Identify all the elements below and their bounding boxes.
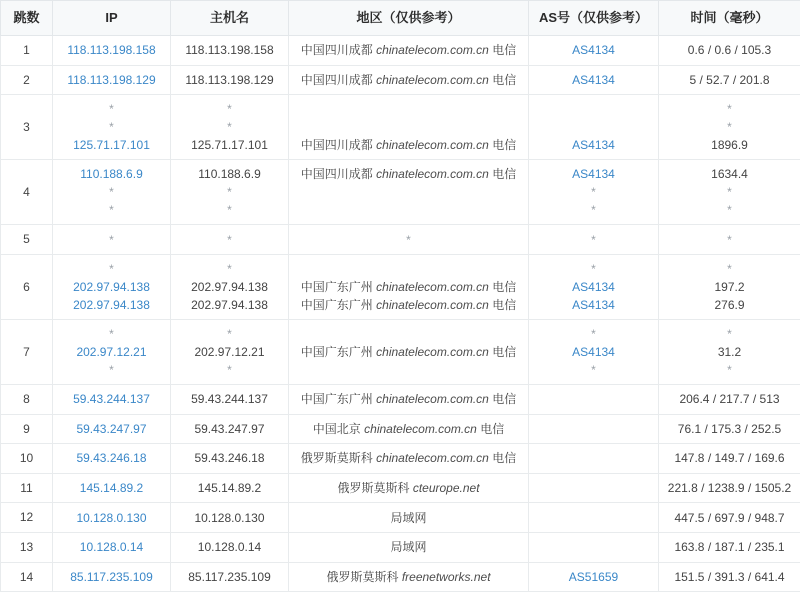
ip-cell[interactable] bbox=[53, 160, 171, 225]
time-cell bbox=[659, 503, 800, 533]
empty-line bbox=[293, 325, 524, 343]
value-line: 202.97.12.21 bbox=[175, 343, 284, 361]
empty-line bbox=[533, 118, 654, 136]
empty-line bbox=[293, 183, 524, 201]
geo-cell bbox=[289, 503, 529, 533]
geo-line: 中国四川成都 chinatelecom.com.cn 电信 bbox=[293, 41, 524, 59]
time-cell bbox=[659, 95, 800, 160]
column-header-asn: AS号（仅供参考） bbox=[529, 1, 659, 36]
asn-cell[interactable] bbox=[529, 95, 659, 160]
geo-line: 中国北京 chinatelecom.com.cn 电信 bbox=[293, 420, 524, 438]
column-header-ip: IP bbox=[53, 1, 171, 36]
hop-number: 1 bbox=[1, 36, 53, 66]
time-cell bbox=[659, 160, 800, 225]
table-row bbox=[1, 473, 800, 503]
ip-cell[interactable] bbox=[53, 65, 171, 95]
ip-cell[interactable] bbox=[53, 95, 171, 160]
timeout-marker: * bbox=[57, 201, 166, 219]
geo-line: 局域网 bbox=[293, 509, 524, 527]
geo-line: 中国广东广州 chinatelecom.com.cn 电信 bbox=[293, 390, 524, 408]
time-cell bbox=[659, 532, 800, 562]
hostname-cell bbox=[171, 562, 289, 592]
timeout-marker: * bbox=[663, 231, 796, 249]
geo-line: 俄罗斯莫斯科 chinatelecom.com.cn 电信 bbox=[293, 449, 524, 467]
value-line: 10.128.0.130 bbox=[175, 509, 284, 527]
empty-line bbox=[293, 118, 524, 136]
geo-line: 局域网 bbox=[293, 538, 524, 556]
domain-text: chinatelecom.com.cn bbox=[376, 73, 489, 87]
value-line: 163.8 / 187.1 / 235.1 bbox=[663, 538, 796, 556]
value-line bbox=[57, 278, 166, 296]
asn-link[interactable]: AS4134 bbox=[572, 345, 615, 359]
timeout-marker: * bbox=[175, 201, 284, 219]
hostname-cell bbox=[171, 384, 289, 414]
value-line: 85.117.235.109 bbox=[175, 568, 284, 586]
asn-cell[interactable] bbox=[529, 254, 659, 319]
timeout-marker: * bbox=[663, 100, 796, 118]
value-line bbox=[533, 296, 654, 314]
asn-link[interactable]: AS4134 bbox=[572, 43, 615, 57]
domain-text: chinatelecom.com.cn bbox=[376, 138, 489, 152]
ip-cell[interactable] bbox=[53, 225, 171, 255]
value-line bbox=[57, 449, 166, 467]
geo-cell bbox=[289, 473, 529, 503]
empty-line bbox=[533, 100, 654, 118]
value-line: 110.188.6.9 bbox=[175, 165, 284, 183]
asn-cell[interactable] bbox=[529, 36, 659, 66]
geo-cell bbox=[289, 319, 529, 384]
value-line bbox=[533, 71, 654, 89]
hostname-cell bbox=[171, 160, 289, 225]
table-row bbox=[1, 319, 800, 384]
timeout-marker: * bbox=[57, 100, 166, 118]
asn-cell[interactable] bbox=[529, 503, 659, 533]
value-line: 145.14.89.2 bbox=[175, 479, 284, 497]
hostname-cell bbox=[171, 36, 289, 66]
ip-link[interactable]: 59.43.244.137 bbox=[73, 392, 150, 406]
ip-cell[interactable] bbox=[53, 36, 171, 66]
value-line: 147.8 / 149.7 / 169.6 bbox=[663, 449, 796, 467]
ip-link[interactable]: 10.128.0.130 bbox=[76, 511, 146, 525]
value-line: 76.1 / 175.3 / 252.5 bbox=[663, 420, 796, 438]
hostname-cell bbox=[171, 473, 289, 503]
timeout-marker: * bbox=[175, 260, 284, 278]
asn-cell[interactable] bbox=[529, 384, 659, 414]
ip-link[interactable]: 59.43.246.18 bbox=[76, 451, 146, 465]
timeout-marker: * bbox=[663, 183, 796, 201]
value-line: 447.5 / 697.9 / 948.7 bbox=[663, 509, 796, 527]
geo-cell bbox=[289, 36, 529, 66]
hop-number: 5 bbox=[1, 225, 53, 255]
geo-line: 中国广东广州 chinatelecom.com.cn 电信 bbox=[293, 296, 524, 314]
empty-line bbox=[293, 361, 524, 379]
domain-text: cteurope.net bbox=[413, 481, 480, 495]
time-cell bbox=[659, 319, 800, 384]
asn-cell[interactable] bbox=[529, 319, 659, 384]
value-line: 118.113.198.129 bbox=[175, 71, 284, 89]
hop-number: 14 bbox=[1, 562, 53, 592]
column-header-hop: 跳数 bbox=[1, 1, 53, 36]
geo-cell bbox=[289, 444, 529, 474]
value-line bbox=[57, 568, 166, 586]
domain-text: freenetworks.net bbox=[402, 570, 491, 584]
hostname-cell bbox=[171, 503, 289, 533]
hop-number: 13 bbox=[1, 532, 53, 562]
geo-line: 中国四川成都 chinatelecom.com.cn 电信 bbox=[293, 165, 524, 183]
value-line bbox=[57, 509, 166, 527]
value-line: 125.71.17.101 bbox=[175, 136, 284, 154]
table-header-row bbox=[1, 1, 800, 36]
column-header-geo: 地区（仅供参考） bbox=[289, 1, 529, 36]
hop-number: 12 bbox=[1, 503, 53, 533]
asn-cell[interactable] bbox=[529, 473, 659, 503]
value-line bbox=[57, 420, 166, 438]
ip-link[interactable]: 110.188.6.9 bbox=[80, 167, 143, 181]
value-line bbox=[533, 41, 654, 59]
hostname-cell bbox=[171, 532, 289, 562]
value-line: 59.43.247.97 bbox=[175, 420, 284, 438]
hop-number: 7 bbox=[1, 319, 53, 384]
hostname-cell bbox=[171, 254, 289, 319]
ip-cell[interactable] bbox=[53, 503, 171, 533]
timeout-marker: * bbox=[533, 361, 654, 379]
empty-line bbox=[533, 449, 654, 467]
hop-number: 4 bbox=[1, 160, 53, 225]
geo-line: 俄罗斯莫斯科 freenetworks.net bbox=[293, 568, 524, 586]
value-line bbox=[533, 278, 654, 296]
geo-line: 中国广东广州 chinatelecom.com.cn 电信 bbox=[293, 343, 524, 361]
time-cell bbox=[659, 444, 800, 474]
hop-number: 11 bbox=[1, 473, 53, 503]
timeout-marker: * bbox=[533, 201, 654, 219]
value-line: 59.43.244.137 bbox=[175, 390, 284, 408]
domain-text: chinatelecom.com.cn bbox=[376, 451, 489, 465]
table-row bbox=[1, 36, 800, 66]
hostname-cell bbox=[171, 225, 289, 255]
value-line: 118.113.198.158 bbox=[175, 41, 284, 59]
ip-cell[interactable] bbox=[53, 384, 171, 414]
hostname-cell bbox=[171, 444, 289, 474]
value-line bbox=[57, 479, 166, 497]
table-header bbox=[1, 1, 800, 36]
geo-line: 俄罗斯莫斯科 cteurope.net bbox=[293, 479, 524, 497]
value-line: 5 / 52.7 / 201.8 bbox=[663, 71, 796, 89]
ip-link[interactable]: 202.97.94.138 bbox=[73, 298, 150, 312]
ip-link[interactable]: 118.113.198.129 bbox=[67, 73, 155, 87]
geo-cell bbox=[289, 384, 529, 414]
empty-line bbox=[293, 100, 524, 118]
domain-text: chinatelecom.com.cn bbox=[376, 280, 489, 294]
empty-line bbox=[533, 390, 654, 408]
table-row bbox=[1, 562, 800, 592]
value-line bbox=[533, 568, 654, 586]
ip-link[interactable]: 10.128.0.14 bbox=[80, 540, 143, 554]
table-row bbox=[1, 160, 800, 225]
time-cell bbox=[659, 473, 800, 503]
table-row bbox=[1, 414, 800, 444]
geo-cell bbox=[289, 414, 529, 444]
table-row bbox=[1, 444, 800, 474]
ip-cell[interactable] bbox=[53, 473, 171, 503]
timeout-marker: * bbox=[57, 325, 166, 343]
timeout-marker: * bbox=[663, 118, 796, 136]
ip-link[interactable]: 145.14.89.2 bbox=[80, 481, 143, 495]
value-line: 1896.9 bbox=[663, 136, 796, 154]
timeout-marker: * bbox=[663, 361, 796, 379]
ip-cell[interactable] bbox=[53, 254, 171, 319]
timeout-marker: * bbox=[293, 231, 524, 249]
empty-line bbox=[533, 420, 654, 438]
geo-cell bbox=[289, 562, 529, 592]
ip-cell[interactable] bbox=[53, 562, 171, 592]
value-line: 151.5 / 391.3 / 641.4 bbox=[663, 568, 796, 586]
value-line: 59.43.246.18 bbox=[175, 449, 284, 467]
domain-text: chinatelecom.com.cn bbox=[376, 392, 489, 406]
timeout-marker: * bbox=[175, 361, 284, 379]
empty-line bbox=[293, 201, 524, 219]
time-cell bbox=[659, 562, 800, 592]
timeout-marker: * bbox=[57, 118, 166, 136]
value-line bbox=[57, 296, 166, 314]
value-line: 276.9 bbox=[663, 296, 796, 314]
value-line: 1634.4 bbox=[663, 165, 796, 183]
value-line: 0.6 / 0.6 / 105.3 bbox=[663, 41, 796, 59]
value-line bbox=[57, 71, 166, 89]
hostname-cell bbox=[171, 65, 289, 95]
time-cell bbox=[659, 414, 800, 444]
timeout-marker: * bbox=[57, 183, 166, 201]
domain-text: chinatelecom.com.cn bbox=[376, 43, 489, 57]
timeout-marker: * bbox=[533, 325, 654, 343]
empty-line bbox=[533, 538, 654, 556]
table-row bbox=[1, 503, 800, 533]
value-line: 206.4 / 217.7 / 513 bbox=[663, 390, 796, 408]
ip-link[interactable]: 202.97.94.138 bbox=[73, 280, 150, 294]
table-body bbox=[1, 36, 800, 592]
timeout-marker: * bbox=[175, 118, 284, 136]
asn-cell[interactable] bbox=[529, 444, 659, 474]
ip-link[interactable]: 85.117.235.109 bbox=[70, 570, 153, 584]
value-line bbox=[57, 390, 166, 408]
empty-line bbox=[533, 479, 654, 497]
timeout-marker: * bbox=[57, 260, 166, 278]
timeout-marker: * bbox=[175, 183, 284, 201]
value-line: 197.2 bbox=[663, 278, 796, 296]
value-line: 202.97.94.138 bbox=[175, 296, 284, 314]
asn-link[interactable]: AS4134 bbox=[572, 73, 615, 87]
asn-link[interactable]: AS4134 bbox=[572, 167, 615, 181]
value-line bbox=[533, 165, 654, 183]
value-line: 202.97.94.138 bbox=[175, 278, 284, 296]
timeout-marker: * bbox=[533, 183, 654, 201]
geo-line: 中国四川成都 chinatelecom.com.cn 电信 bbox=[293, 136, 524, 154]
hop-number: 6 bbox=[1, 254, 53, 319]
timeout-marker: * bbox=[175, 231, 284, 249]
domain-text: chinatelecom.com.cn bbox=[376, 345, 489, 359]
value-line bbox=[57, 343, 166, 361]
timeout-marker: * bbox=[663, 325, 796, 343]
timeout-marker: * bbox=[533, 231, 654, 249]
geo-cell bbox=[289, 532, 529, 562]
timeout-marker: * bbox=[533, 260, 654, 278]
value-line bbox=[533, 343, 654, 361]
hop-number: 2 bbox=[1, 65, 53, 95]
time-cell bbox=[659, 36, 800, 66]
time-cell bbox=[659, 65, 800, 95]
asn-cell[interactable] bbox=[529, 160, 659, 225]
domain-text: chinatelecom.com.cn bbox=[376, 298, 489, 312]
value-line: 10.128.0.14 bbox=[175, 538, 284, 556]
asn-cell[interactable] bbox=[529, 414, 659, 444]
table-row bbox=[1, 384, 800, 414]
hostname-cell bbox=[171, 95, 289, 160]
value-line bbox=[57, 165, 166, 183]
asn-link[interactable]: AS4134 bbox=[572, 280, 615, 294]
ip-link[interactable]: 118.113.198.158 bbox=[67, 43, 155, 57]
asn-link[interactable]: AS4134 bbox=[572, 298, 615, 312]
ip-cell[interactable] bbox=[53, 444, 171, 474]
hostname-cell bbox=[171, 414, 289, 444]
ip-link[interactable]: 125.71.17.101 bbox=[73, 138, 150, 152]
ip-cell[interactable] bbox=[53, 319, 171, 384]
time-cell bbox=[659, 384, 800, 414]
hop-number: 9 bbox=[1, 414, 53, 444]
timeout-marker: * bbox=[663, 260, 796, 278]
asn-link[interactable]: AS51659 bbox=[569, 570, 618, 584]
value-line bbox=[57, 41, 166, 59]
ip-cell[interactable] bbox=[53, 414, 171, 444]
geo-cell bbox=[289, 65, 529, 95]
value-line: 221.8 / 1238.9 / 1505.2 bbox=[663, 479, 796, 497]
value-line bbox=[57, 538, 166, 556]
value-line bbox=[533, 136, 654, 154]
empty-line bbox=[293, 260, 524, 278]
value-line: 31.2 bbox=[663, 343, 796, 361]
domain-text: chinatelecom.com.cn bbox=[364, 422, 477, 436]
timeout-marker: * bbox=[175, 100, 284, 118]
time-cell bbox=[659, 254, 800, 319]
table-row bbox=[1, 532, 800, 562]
empty-line bbox=[533, 509, 654, 527]
timeout-marker: * bbox=[57, 231, 166, 249]
table-row bbox=[1, 254, 800, 319]
timeout-marker: * bbox=[663, 201, 796, 219]
asn-cell[interactable] bbox=[529, 532, 659, 562]
asn-cell[interactable] bbox=[529, 65, 659, 95]
domain-text: chinatelecom.com.cn bbox=[376, 167, 489, 181]
value-line bbox=[57, 136, 166, 154]
asn-cell[interactable] bbox=[529, 225, 659, 255]
asn-cell[interactable] bbox=[529, 562, 659, 592]
asn-link[interactable]: AS4134 bbox=[572, 138, 615, 152]
hop-number: 8 bbox=[1, 384, 53, 414]
geo-line: 中国四川成都 chinatelecom.com.cn 电信 bbox=[293, 71, 524, 89]
geo-cell bbox=[289, 254, 529, 319]
ip-cell[interactable] bbox=[53, 532, 171, 562]
time-cell bbox=[659, 225, 800, 255]
timeout-marker: * bbox=[57, 361, 166, 379]
geo-cell bbox=[289, 95, 529, 160]
geo-cell bbox=[289, 225, 529, 255]
ip-link[interactable]: 202.97.12.21 bbox=[76, 345, 146, 359]
column-header-time: 时间（毫秒） bbox=[659, 1, 800, 36]
table-row bbox=[1, 95, 800, 160]
table-row bbox=[1, 225, 800, 255]
hostname-cell bbox=[171, 319, 289, 384]
hop-number: 10 bbox=[1, 444, 53, 474]
geo-line: 中国广东广州 chinatelecom.com.cn 电信 bbox=[293, 278, 524, 296]
ip-link[interactable]: 59.43.247.97 bbox=[76, 422, 146, 436]
table-row bbox=[1, 65, 800, 95]
hop-number: 3 bbox=[1, 95, 53, 160]
geo-cell bbox=[289, 160, 529, 225]
timeout-marker: * bbox=[175, 325, 284, 343]
column-header-host: 主机名 bbox=[171, 1, 289, 36]
